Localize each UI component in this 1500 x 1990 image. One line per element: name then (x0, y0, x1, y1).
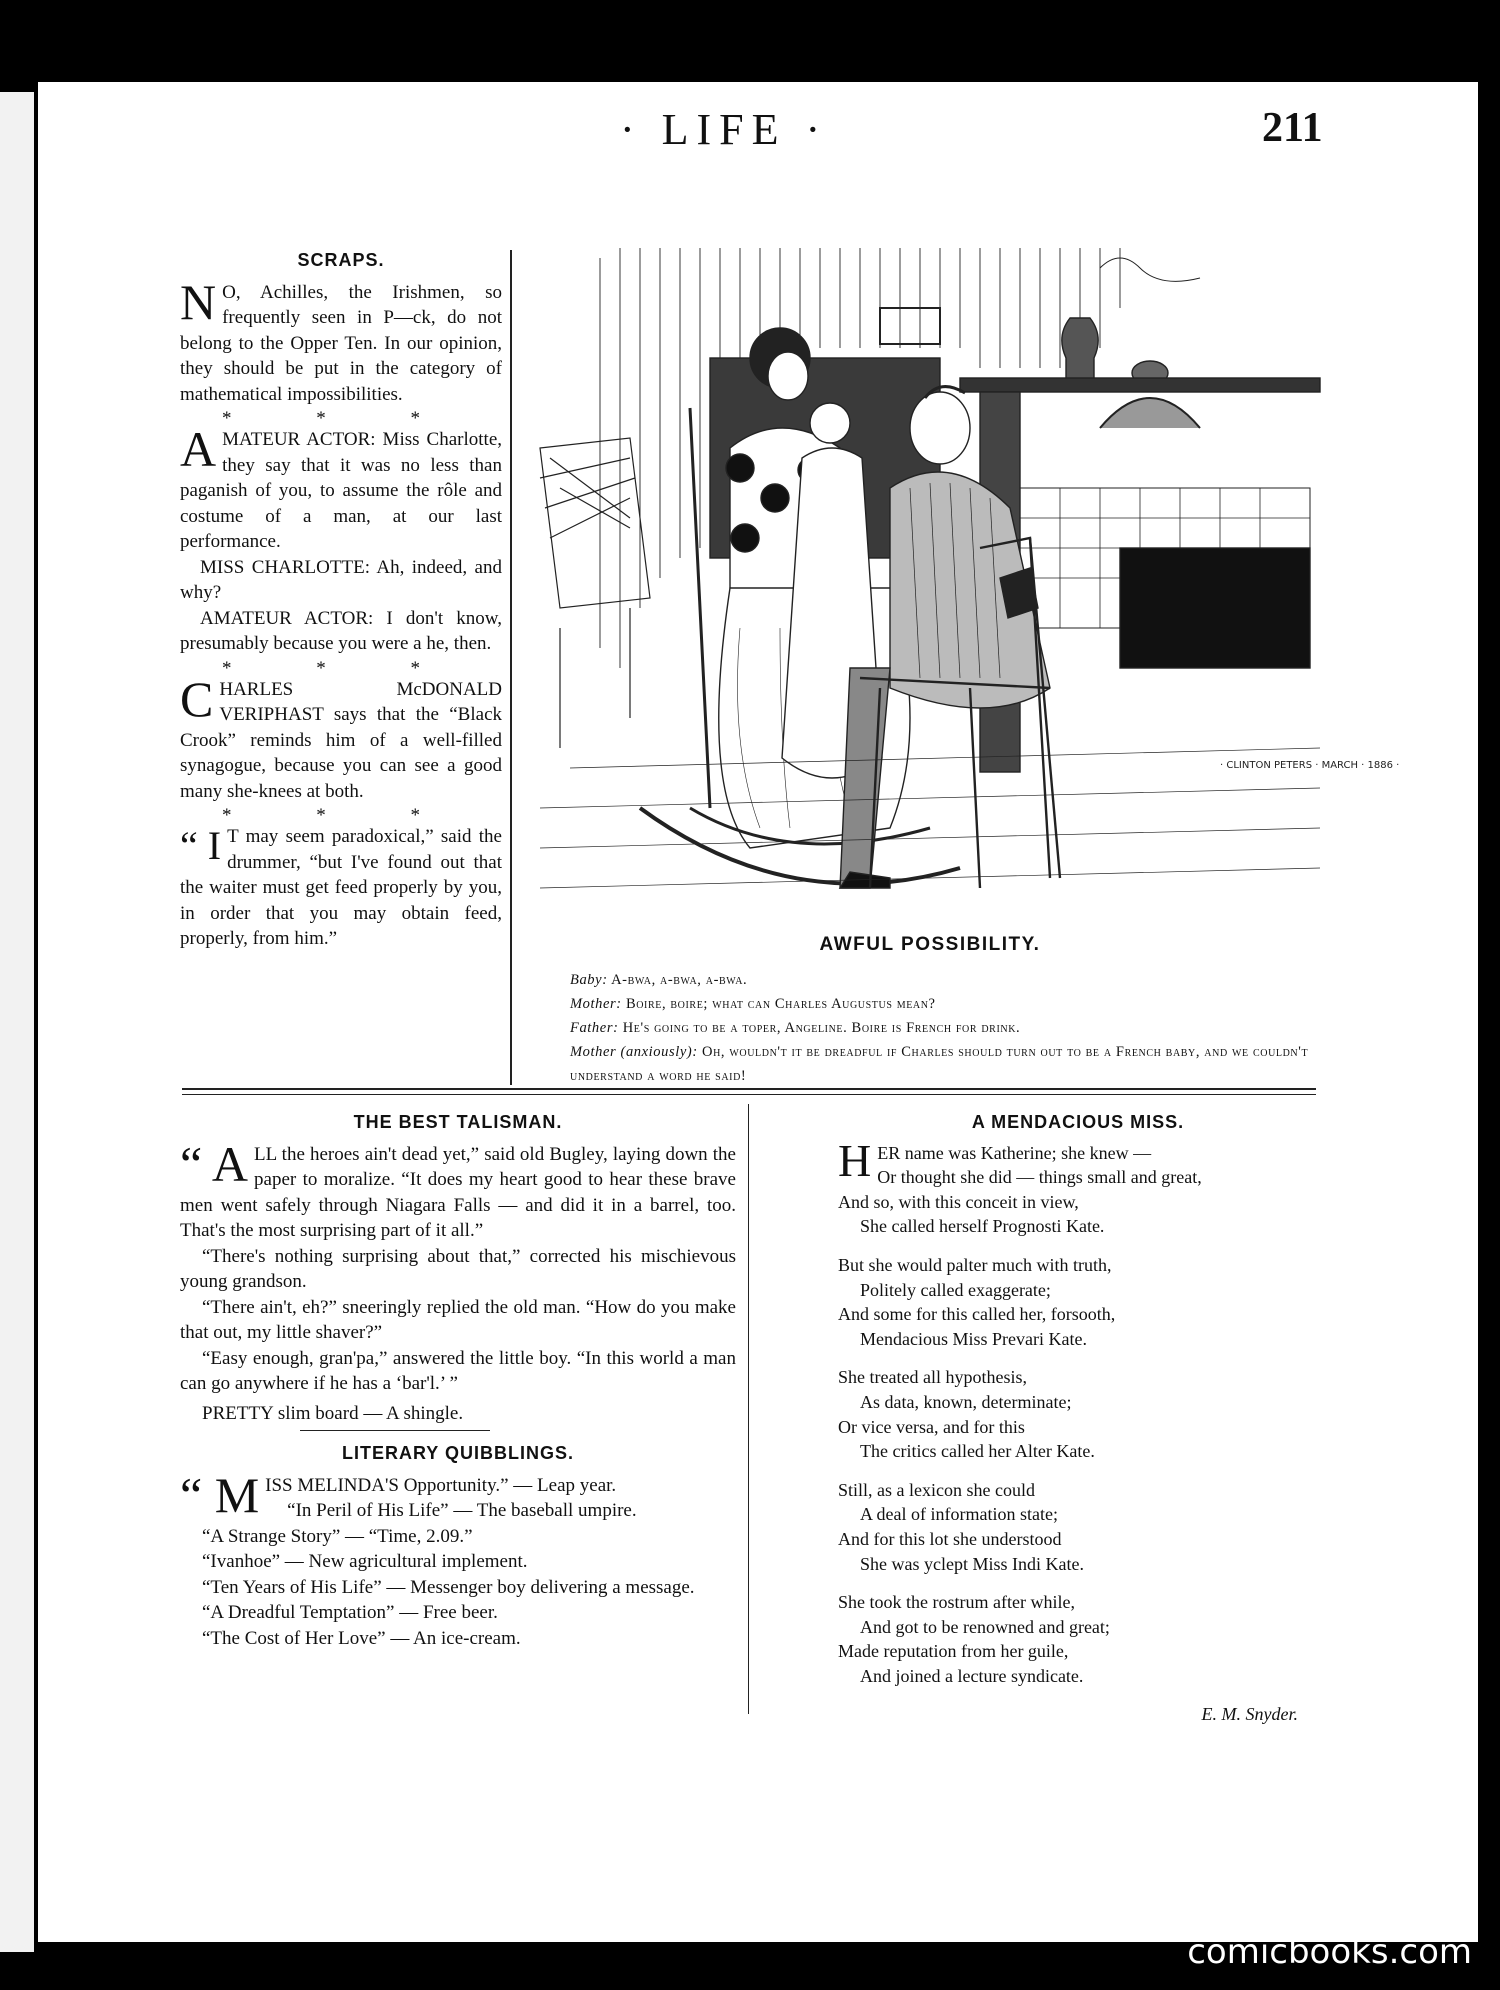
talisman-paragraph: PRETTY slim board — A shingle. (202, 1402, 464, 1424)
previous-page-edge (0, 92, 37, 1952)
engraving-illustration (540, 248, 1400, 928)
paragraph-text: MATEUR ACTOR: Miss Charlotte, they say that it was no less than paganish of you, to assume the rôle and costume of a man, at our last performance. (180, 429, 502, 552)
father-head (910, 392, 970, 464)
poem-line: The critics called her Alter Kate. (860, 1441, 1095, 1462)
poem-stanza (838, 1478, 1318, 1576)
poem-title: A MENDACIOUS MISS. (971, 1112, 1185, 1132)
talisman-paragraph (180, 1135, 736, 1244)
mantelpiece (960, 378, 1320, 392)
poem-line: And some for this called her, forsooth, (838, 1304, 1116, 1325)
paragraph-text: T may seem paradoxical,” said the drummer, “but I've found out that the waiter must get feed properly by you, in order that you may obtain feed, properly, from him.” (180, 826, 502, 949)
column-rule (510, 250, 512, 1085)
talisman-paragraph: “Easy enough, gran'pa,” answered the little boy. “In this world a man can go anywhere if he has a ‘bar'l.’ ” (180, 1347, 736, 1394)
poem-line: Mendacious Miss Prevari Kate. (860, 1328, 1087, 1349)
illustration-caption-title: AWFUL POSSIBILITY. (819, 934, 1041, 955)
drop-cap: “ I (180, 823, 222, 868)
speaker-label: Baby: (570, 972, 608, 988)
poem-line: She was yclept Miss Indi Kate. (860, 1553, 1084, 1574)
poem-stanza (838, 1365, 1318, 1463)
talisman-paragraph: “There ain't, eh?” sneeringly replied the old man. “How do you make that out, my little shaver?” (180, 1296, 736, 1343)
poem-line: Or thought she did — things small and great, (877, 1167, 1202, 1188)
talisman-paragraph: “There's nothing surprising about that,” corrected his mischievous young grandson. (180, 1245, 736, 1292)
caption-line (535, 992, 1325, 1016)
illustration-caption (535, 968, 1325, 1088)
masthead: · LIFE · (620, 105, 829, 154)
poem-line: And for this lot she understood (838, 1528, 1062, 1549)
poem-line: Made reputation from her guile, (838, 1641, 1069, 1662)
quibblings-item: “A Strange Story” — “Time, 2.09.” (202, 1525, 473, 1547)
quibblings-item: “In Peril of His Life” — The baseball umpire. (287, 1500, 637, 1521)
section-divider-stars: * * * (222, 657, 460, 679)
scraps-paragraph (180, 670, 502, 805)
scraps-column (180, 248, 502, 952)
page-number: 211 (1262, 105, 1323, 151)
quibblings-item: “Ivanhoe” — New agricultural implement. (202, 1551, 528, 1572)
bottom-left-column (180, 1110, 736, 1651)
speaker-label: Mother (anxiously): (570, 1044, 698, 1060)
horizontal-rule (182, 1094, 1316, 1095)
section-divider-stars: * * * (222, 805, 460, 826)
site-watermark: comicbooks.com (1187, 1932, 1472, 1972)
section-divider-stars: * * * (222, 408, 460, 429)
scraps-paragraph: AMATEUR ACTOR: I don't know, presumably because you were a he, then. (180, 607, 502, 654)
poem-line: But she would palter much with truth, (838, 1254, 1112, 1275)
dialogue-text: A-bwa, a-bwa, a-bwa. (611, 972, 748, 988)
scraps-title: SCRAPS. (297, 250, 385, 270)
quibblings-title: LITERARY QUIBBLINGS. (341, 1443, 574, 1463)
quibblings-item: “Ten Years of His Life” — Messenger boy delivering a message. (202, 1576, 695, 1598)
artist-signature: · CLINTON PETERS · MARCH · 1886 · (1220, 760, 1400, 771)
scraps-paragraph (180, 824, 502, 952)
speaker-label: Mother: (570, 996, 622, 1012)
drop-cap: “ M (180, 1466, 260, 1523)
scraps-paragraph: MISS CHARLOTTE: Ah, indeed, and why? (180, 556, 502, 603)
scraps-paragraph (180, 421, 502, 555)
caption-line (535, 1040, 1325, 1088)
dialogue-text: Boire, boire; what can Charles Augustus mean? (625, 996, 936, 1012)
horizontal-rule (182, 1088, 1316, 1090)
dialogue-text: Oh, wouldn't it be dreadful if Charles should turn out to be a French baby, and we couldn't understand a word he said! (570, 1044, 1309, 1084)
speaker-label: Father: (570, 1020, 619, 1036)
poem-line: She treated all hypothesis, (838, 1367, 1027, 1388)
poem-stanza (838, 1253, 1318, 1351)
quibblings-item: “The Cost of Her Love” — An ice-cream. (202, 1627, 521, 1649)
poem-line: And joined a lecture syndicate. (860, 1665, 1084, 1686)
talisman-title: THE BEST TALISMAN. (353, 1112, 563, 1132)
poem-stanza (838, 1590, 1318, 1688)
poem-line: And got to be renowned and great; (860, 1616, 1110, 1637)
poem-line: She called herself Prognosti Kate. (860, 1216, 1105, 1237)
drop-cap: C (180, 670, 214, 727)
paragraph-text: HARLES McDONALD VERIPHAST says that the “Black Crook” reminds him of a well-filled synagogue, because you can see a good many she-knees at both. (180, 678, 502, 802)
quibblings-item: “A Dreadful Temptation” — Free beer. (202, 1602, 498, 1623)
poem-line: Or vice versa, and for this (838, 1416, 1025, 1437)
baby-head (810, 403, 850, 443)
poem-line: And so, with this conceit in view, (838, 1191, 1079, 1212)
poem-line: Politely called exaggerate; (860, 1279, 1051, 1300)
poem-line-text: ER name was Katherine; she knew — (877, 1142, 1152, 1163)
scraps-paragraph (180, 273, 502, 408)
drop-cap: N (180, 273, 217, 330)
caption-line (535, 968, 1325, 992)
poem-column (838, 1110, 1318, 1727)
column-rule (748, 1104, 749, 1714)
paragraph-text: ISS MELINDA'S Opportunity.” — Leap year. (265, 1474, 617, 1496)
drop-cap: H (838, 1134, 872, 1186)
dialogue-text: He's going to be a toper, Angeline. Boire is French for drink. (622, 1020, 1021, 1036)
paragraph-text: LL the heroes ain't dead yet,” said old Bugley, laying down the paper to moralize. “It does my heart good to hear these brave men went safely through Niagara Falls — and did it in a barrel, too. That's the most surprising part of it all.” (180, 1143, 736, 1241)
poem-line: She took the rostrum after while, (838, 1592, 1075, 1613)
caption-line (535, 1016, 1325, 1040)
fireplace-opening (1120, 548, 1310, 668)
poem-line: Still, as a lexicon she could (838, 1479, 1035, 1500)
poem-author: E. M. Snyder. (1201, 1704, 1298, 1725)
paragraph-text: O, Achilles, the Irishmen, so frequently seen in P—ck, do not belong to the Opper Ten. In our opinion, they should be put in the category of mathematical impossibilities. (180, 281, 502, 405)
drop-cap: “ A (180, 1135, 249, 1192)
poem-line: A deal of information state; (860, 1504, 1058, 1525)
drop-cap: A (180, 421, 217, 477)
short-rule (300, 1430, 490, 1431)
poem-line: As data, known, determinate; (860, 1391, 1072, 1412)
poem-stanza (838, 1134, 1318, 1239)
